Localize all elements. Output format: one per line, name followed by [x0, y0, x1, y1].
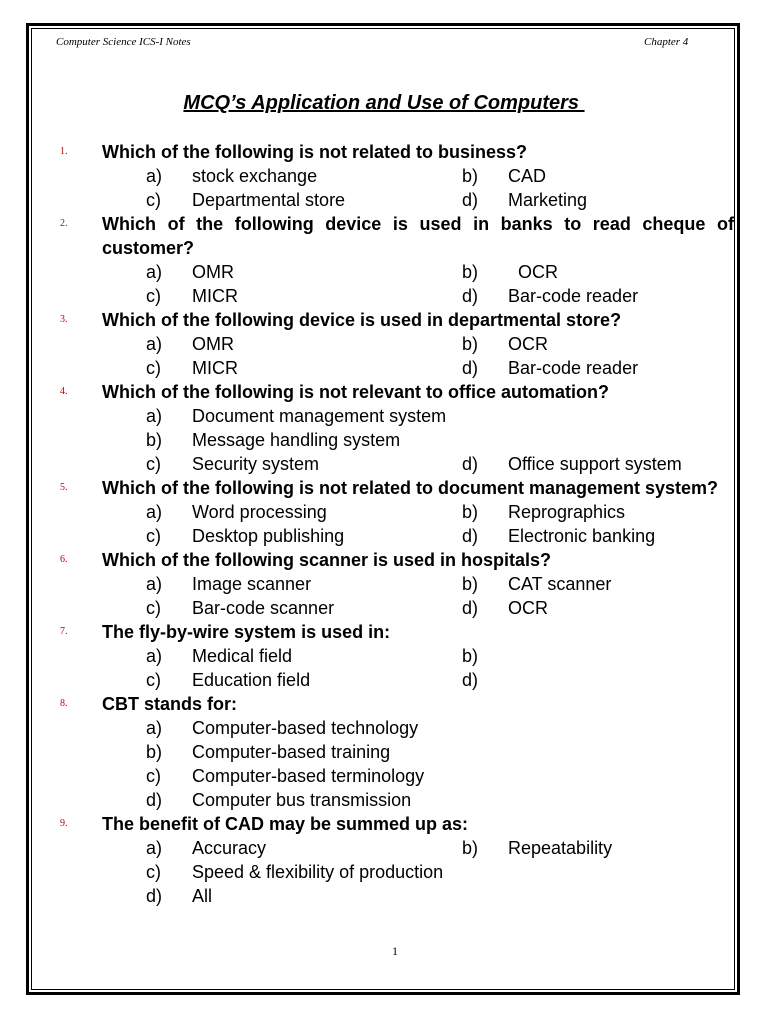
option-text: Computer bus transmission — [192, 790, 412, 810]
option-text: All — [192, 886, 213, 906]
option-letter: b) — [462, 574, 479, 594]
question-item — [56, 212, 736, 308]
question-text: The fly-by-wire system is used in: — [102, 622, 391, 642]
question-number: 5. — [60, 482, 68, 493]
option-letter: b) — [462, 838, 479, 858]
question-item — [56, 476, 736, 548]
question-item — [56, 308, 736, 380]
question-number: 4. — [60, 386, 68, 397]
question-item — [56, 380, 736, 476]
option-letter: b) — [146, 430, 163, 450]
option-row — [56, 404, 736, 428]
option-letter: b) — [462, 502, 479, 522]
option-row — [56, 740, 736, 764]
option-row — [56, 524, 736, 548]
option-text: MICR — [192, 286, 238, 306]
option-row — [56, 596, 736, 620]
option-letter: c) — [146, 454, 161, 474]
option-text: Repeatability — [508, 838, 613, 858]
option-letter: a) — [146, 718, 163, 738]
option-text: Speed & flexibility of production — [192, 862, 444, 882]
question-item — [56, 140, 736, 212]
option-text: Computer-based technology — [192, 718, 419, 738]
option-letter: a) — [146, 574, 163, 594]
option-letter: c) — [146, 598, 161, 618]
question-text: Which of the following device is used in banks to read cheque of customer? — [102, 214, 734, 258]
option-text: Desktop publishing — [192, 526, 345, 546]
option-letter: b) — [462, 166, 479, 186]
option-text: Medical field — [192, 646, 293, 666]
question-number: 3. — [60, 314, 68, 325]
page-title: MCQ’s Application and Use of Computers — [183, 92, 585, 114]
option-text: OCR — [508, 334, 548, 354]
option-row — [56, 884, 736, 908]
option-text: Office support system — [508, 454, 682, 474]
question-item — [56, 620, 736, 692]
option-text: Message handling system — [192, 430, 401, 450]
option-letter: c) — [146, 862, 161, 882]
option-letter: c) — [146, 526, 161, 546]
option-text: Accuracy — [192, 838, 267, 858]
question-number: 8. — [60, 698, 68, 709]
option-row — [56, 332, 736, 356]
option-row — [56, 356, 736, 380]
option-text: OMR — [192, 334, 234, 354]
option-row — [56, 668, 736, 692]
page-number: 1 — [392, 944, 398, 958]
option-letter: a) — [146, 502, 163, 522]
option-text: MICR — [192, 358, 238, 378]
option-row — [56, 764, 736, 788]
question-number: 1. — [60, 146, 68, 157]
option-letter: b) — [462, 646, 479, 666]
question-text: Which of the following scanner is used in hospitals? — [102, 550, 552, 570]
option-row — [56, 572, 736, 596]
option-letter: d) — [146, 886, 163, 906]
option-text: CAT scanner — [508, 574, 612, 594]
question-number: 9. — [60, 818, 68, 829]
question-text: Which of the following is not related to business? — [102, 142, 528, 162]
option-letter: c) — [146, 286, 161, 306]
option-row — [56, 644, 736, 668]
option-letter: d) — [146, 790, 163, 810]
option-letter: b) — [462, 262, 479, 282]
question-text: The benefit of CAD may be summed up as: — [102, 814, 469, 834]
option-letter: d) — [462, 358, 479, 378]
question-number: 7. — [60, 626, 68, 637]
option-letter: a) — [146, 838, 163, 858]
option-row — [56, 260, 736, 284]
option-text: Departmental store — [192, 190, 346, 210]
option-text: Bar-code reader — [508, 286, 639, 306]
option-row — [56, 836, 736, 860]
option-text: OCR — [508, 262, 559, 282]
option-text: stock exchange — [192, 166, 318, 186]
question-item — [56, 548, 736, 620]
option-row — [56, 452, 736, 476]
option-letter: d) — [462, 670, 479, 690]
option-letter: d) — [462, 190, 479, 210]
option-row — [56, 500, 736, 524]
option-letter: a) — [146, 406, 163, 426]
question-number: 2. — [60, 218, 68, 229]
option-letter: c) — [146, 670, 161, 690]
option-letter: c) — [146, 358, 161, 378]
option-text: CAD — [508, 166, 547, 186]
option-text: Computer-based training — [192, 742, 391, 762]
option-letter: d) — [462, 454, 479, 474]
option-text: Security system — [192, 454, 320, 474]
option-text: Reprographics — [508, 502, 626, 522]
option-row — [56, 788, 736, 812]
option-letter: a) — [146, 646, 163, 666]
option-text: Electronic banking — [508, 526, 656, 546]
question-text: CBT stands for: — [102, 694, 237, 714]
question-item — [56, 692, 736, 812]
question-text: Which of the following device is used in departmental store? — [102, 310, 622, 330]
option-text: OMR — [192, 262, 234, 282]
question-list — [56, 140, 736, 908]
header-course: Computer Science ICS-I Notes — [56, 36, 191, 48]
question-number: 6. — [60, 554, 68, 565]
option-row — [56, 188, 736, 212]
option-letter: c) — [146, 766, 161, 786]
option-letter: c) — [146, 190, 161, 210]
option-text: Bar-code reader — [508, 358, 639, 378]
option-letter: a) — [146, 334, 163, 354]
question-item — [56, 812, 736, 908]
option-row — [56, 164, 736, 188]
question-text: Which of the following is not related to document management system? — [102, 478, 719, 498]
option-text: Computer-based terminology — [192, 766, 425, 786]
option-row — [56, 860, 736, 884]
header-chapter: Chapter 4 — [644, 36, 689, 48]
option-text: Bar-code scanner — [192, 598, 335, 618]
option-text: Education field — [192, 670, 311, 690]
option-letter: d) — [462, 286, 479, 306]
option-text: Document management system — [192, 406, 447, 426]
option-letter: b) — [146, 742, 163, 762]
option-text: OCR — [508, 598, 548, 618]
option-letter: d) — [462, 526, 479, 546]
option-letter: d) — [462, 598, 479, 618]
option-letter: a) — [146, 166, 163, 186]
option-letter: a) — [146, 262, 163, 282]
option-row — [56, 716, 736, 740]
option-text: Word processing — [192, 502, 327, 522]
question-text: Which of the following is not relevant to office automation? — [102, 382, 609, 402]
option-text: Marketing — [508, 190, 588, 210]
option-row — [56, 284, 736, 308]
option-letter: b) — [462, 334, 479, 354]
option-row — [56, 428, 736, 452]
option-text: Image scanner — [192, 574, 312, 594]
